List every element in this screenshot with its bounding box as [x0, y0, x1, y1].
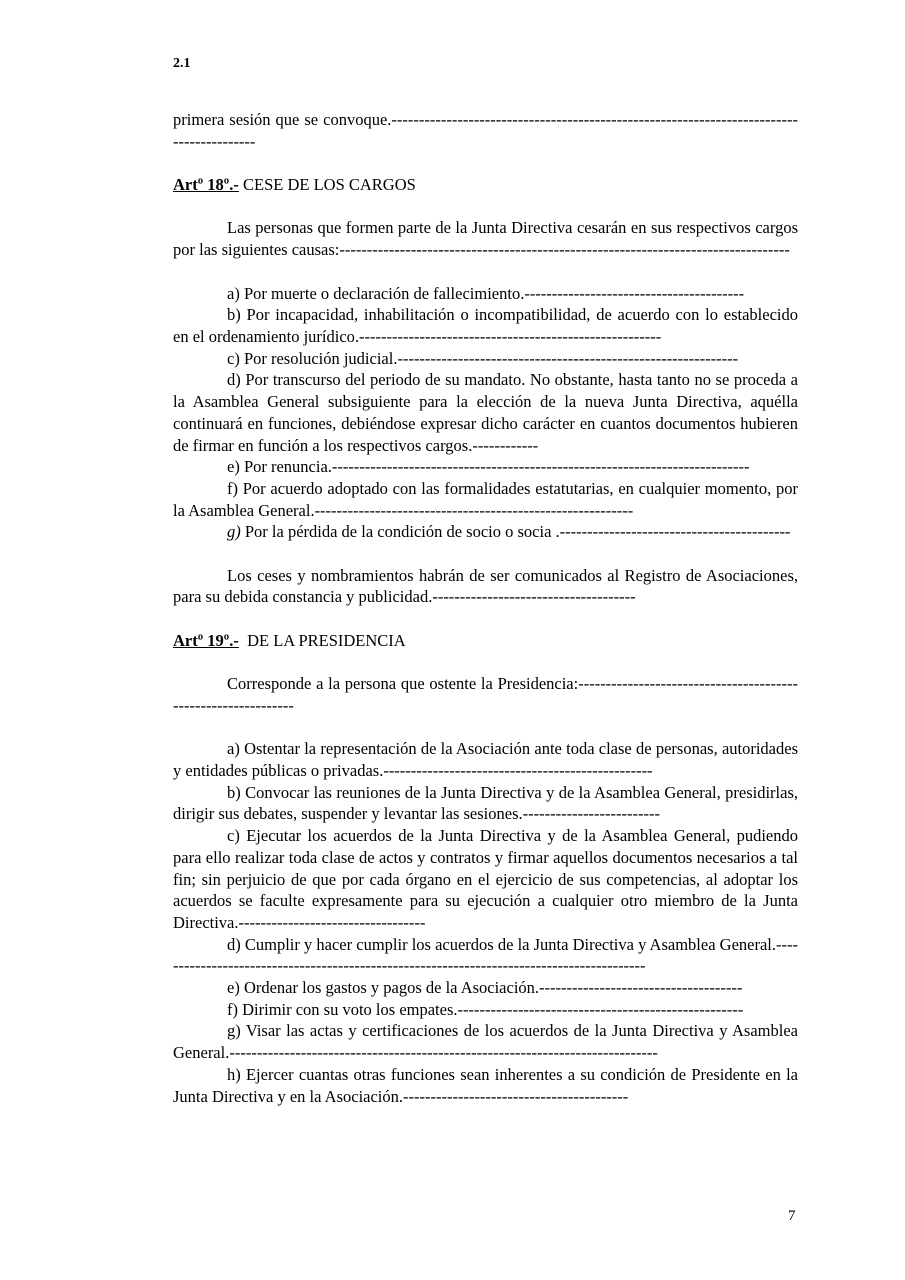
article-19-item: b) Convocar las reuniones de la Junta Directiva y de la Asamblea General, presidirlas, dirigir sus debates, suspender y levantar las sesiones.------------------------- — [173, 782, 798, 824]
article-18-title: CESE DE LOS CARGOS — [238, 175, 416, 195]
intro-paragraph: primera sesión que se convoque.----------------------------------------------------------------------------------------- — [173, 110, 798, 151]
article-19-label: Artº 19º.- — [173, 630, 239, 650]
article-18-item — [173, 521, 798, 543]
article-18-intro: Las personas que formen parte de la Junta Directiva cesarán en sus respectivos cargos por las siguientes causas:---------------------------------------------------------------------------------- — [173, 218, 798, 260]
page-number: 7 — [788, 1208, 796, 1224]
article-18-label: Artº 18º.- — [173, 175, 239, 195]
article-19-item: d) Cumplir y hacer cumplir los acuerdos de la Junta Directiva y Asamblea General.------------------------------------------------------------------------------------------ — [173, 934, 798, 976]
spacer — [173, 261, 798, 283]
article-19-heading — [173, 630, 798, 652]
spacer — [173, 717, 798, 739]
spacer — [173, 543, 798, 565]
article-18-closing: Los ceses y nombramientos habrán de ser comunicados al Registro de Asociaciones, para su debida constancia y publicidad.------------------------------------- — [173, 565, 798, 607]
spacer — [173, 608, 798, 630]
article-19-intro: Corresponde a la persona que ostente la Presidencia:-------------------------------------------------------------- — [173, 674, 798, 715]
spacer — [173, 652, 798, 674]
spacer — [173, 196, 798, 218]
article-19-item: f) Dirimir con su voto los empates.---------------------------------------------------- — [227, 999, 744, 1019]
article-19-item: c) Ejecutar los acuerdos de la Junta Directiva y de la Asamblea General, pudiendo para ello realizar toda clase de actos y contratos y firmar aquellos documentos necesarios a tal fin; sin perjuicio de que por cada órgano en el ejercicio de sus competencias, al adoptar los acuerdos se faculte expresamente para su ejecución a cualquier otro miembro de la Junta Directiva.---------------------------------- — [173, 826, 798, 932]
section-number: 2.1 — [173, 56, 191, 71]
article-19-item: g) Visar las actas y certificaciones de los acuerdos de la Junta Directiva y Asamblea General.------------------------------------------------------------------------------ — [173, 1021, 798, 1063]
article-18-item: c) Por resolución judicial.-------------------------------------------------------------- — [227, 348, 739, 368]
item-letter: g) — [227, 522, 241, 542]
article-18-item: b) Por incapacidad, inhabilitación o incompatibilidad, de acuerdo con lo establecido en el ordenamiento jurídico.------------------------------------------------------- — [173, 305, 798, 346]
document-body — [173, 109, 798, 1107]
article-19-item: e) Ordenar los gastos y pagos de la Asociación.------------------------------------- — [227, 978, 743, 998]
article-18-heading — [173, 174, 798, 196]
article-19-item: h) Ejercer cuantas otras funciones sean inherentes a su condición de Presidente en la Junta Directiva y en la Asociación.----------------------------------------- — [173, 1064, 798, 1106]
item-text: Por la pérdida de la condición de socio o socia .------------------------------------------ — [240, 522, 791, 542]
article-19-title: DE LA PRESIDENCIA — [238, 630, 406, 650]
article-18-item: f) Por acuerdo adoptado con las formalidades estatutarias, en cualquier momento, por la Asamblea General.---------------------------------------------------------- — [173, 478, 798, 520]
article-18-item: d) Por transcurso del periodo de su mandato. No obstante, hasta tanto no se proceda a la Asamblea General subsiguiente para la elección de la nueva Junta Directiva, aquélla continuará en funciones, debiéndose expresar dicho carácter en cuantos documentos hubieren de firmar en función a los respectivos cargos.------------ — [173, 370, 798, 455]
article-18-item: a) Por muerte o declaración de fallecimiento.---------------------------------------- — [227, 283, 745, 303]
article-19-item: a) Ostentar la representación de la Asociación ante toda clase de personas, autoridades y entidades públicas o privadas.------------------------------------------------- — [173, 739, 798, 780]
article-18-item: e) Por renuncia.---------------------------------------------------------------------------- — [227, 457, 750, 477]
spacer — [173, 152, 798, 174]
